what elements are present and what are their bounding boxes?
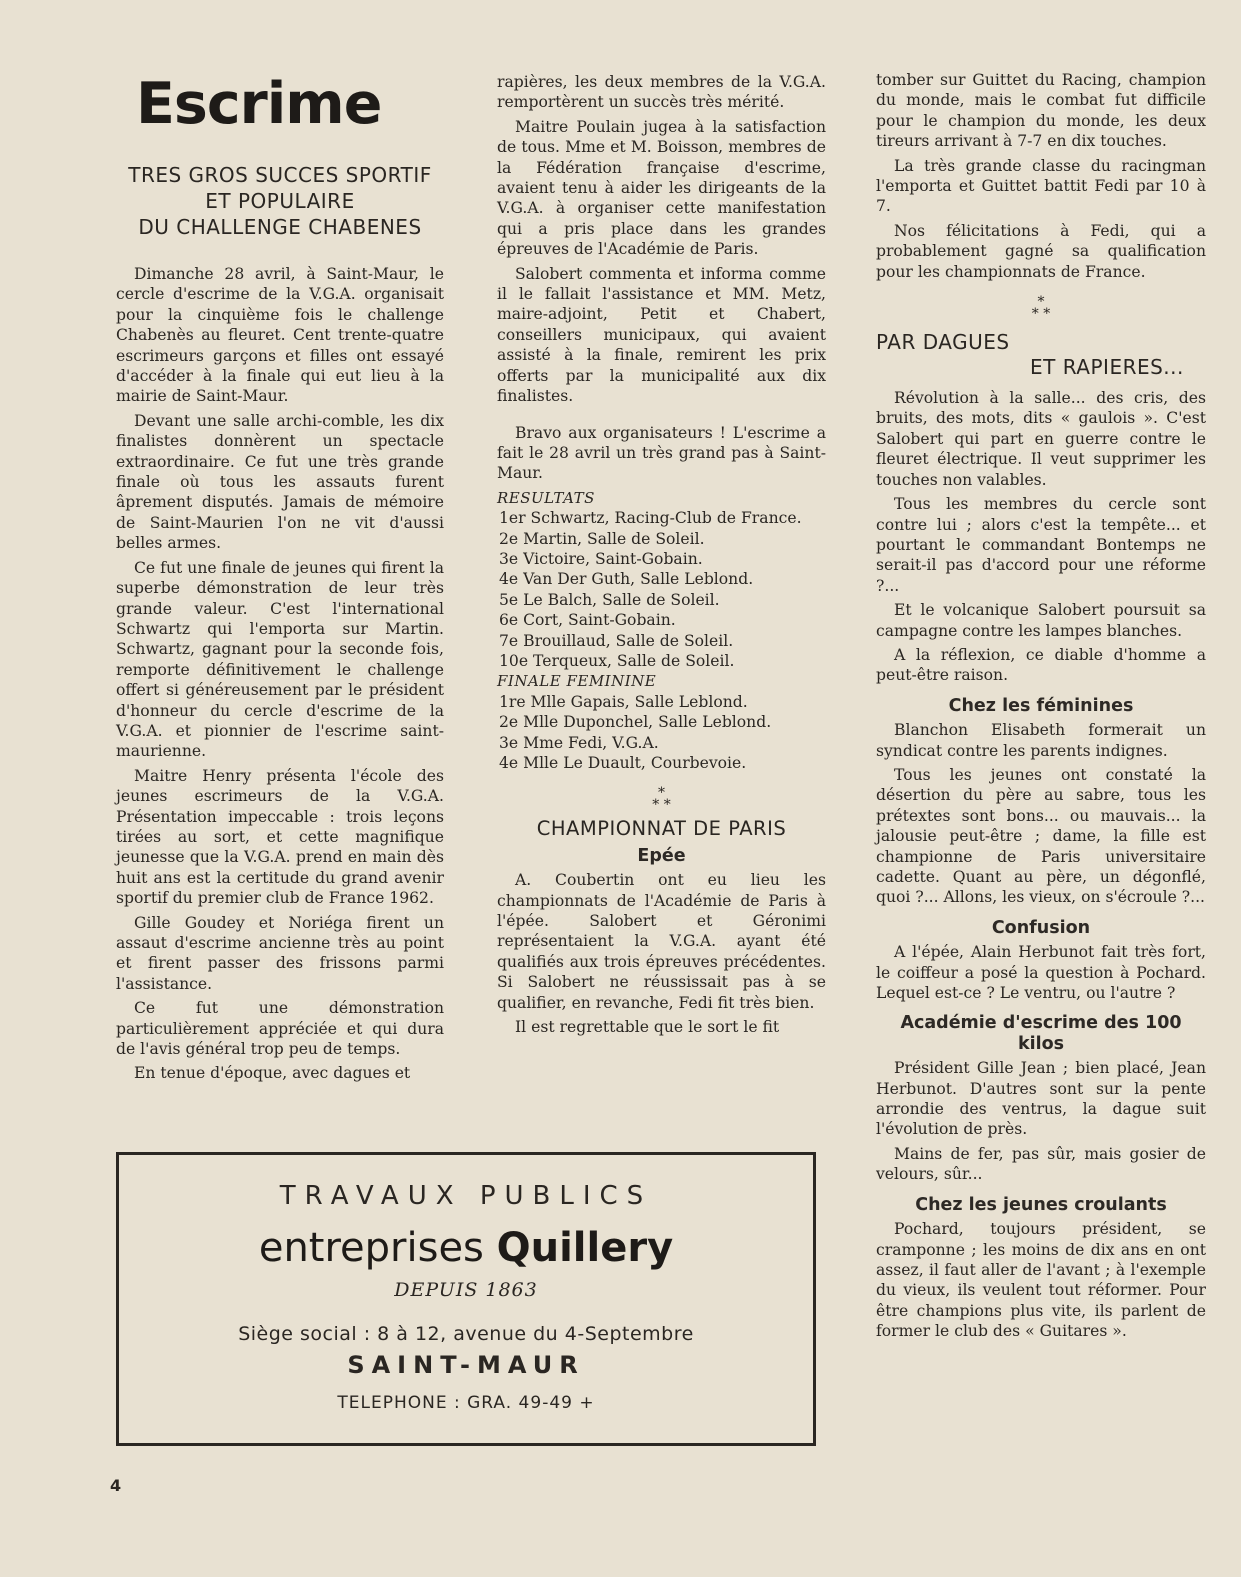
section-subtitle: Chez les féminines <box>948 695 1134 716</box>
ad-since: DEPUIS 1863 <box>394 1279 538 1301</box>
section-title <box>876 330 1206 380</box>
ad-address: Siège social : 8 à 12, avenue du 4-Septembre <box>238 1323 694 1345</box>
column-2 <box>497 72 826 1041</box>
paragraph: Président Gille Jean ; bien placé, Jean Herbunot. D'autres sont sur la pente arrondie des ventrus, la dague suit l'évolution de près. <box>876 1059 1206 1139</box>
womens-results-list <box>497 692 826 774</box>
ad-phone: TELEPHONE : GRA. 49-49 + <box>337 1393 595 1413</box>
page-number: 4 <box>110 1476 122 1495</box>
headline-line: ET POPULAIRE <box>205 189 355 213</box>
paragraph: Maitre Henry présenta l'école des jeunes escrimeurs de la V.G.A. Présentation impeccable : trois leçons tirées au sort, et cette magnifique jeunesse que la V.G.A. prend en main dès huit ans est la certitude du grand avenir sportif du premier club de France 1962. <box>116 766 444 908</box>
result-item: 6e Cort, Saint-Gobain. <box>499 611 676 630</box>
column-1 <box>116 70 444 1088</box>
paragraph: Maitre Poulain jugea à la satisfaction de tous. Mme et M. Boisson, membres de la Fédération française d'escrime, avaient tenu à aider les dirigeants de la V.G.A. à organiser cette manifestation qui a pris place dans les grandes épreuves de l'Académie de Paris. <box>497 117 826 259</box>
headline-line: TRES GROS SUCCES SPORTIF <box>128 163 432 187</box>
paragraph: Mains de fer, pas sûr, mais gosier de velours, sûr... <box>876 1144 1206 1184</box>
paragraph: Dimanche 28 avril, à Saint-Maur, le cercle d'escrime de la V.G.A. organisait pour la cinquième fois le challenge Chabenès au fleuret. Cent trente-quatre escrimeurs garçons et filles ont essayé d'accéder à la finale qui eut lieu à la mairie de Saint-Maur. <box>116 265 444 406</box>
paragraph: Salobert commenta et informa comme il le fallait l'assistance et MM. Metz, maire-adjoint, Petit et Chabert, conseillers municipaux, qui avaient assisté à la finale, remirent les prix offerts par la municipalité aux dix finalistes. <box>497 264 826 406</box>
separator-star: * <box>1037 294 1045 311</box>
paragraph: A la réflexion, ce diable d'homme a peut-être raison. <box>876 645 1206 685</box>
ad-company <box>119 1225 813 1271</box>
article-headline <box>116 162 444 240</box>
section-subtitle: Académie d'escrime des 100 kilos <box>900 1013 1182 1054</box>
section-subtitle: Epée <box>637 845 686 866</box>
page-title: Escrime <box>136 71 382 137</box>
results-heading: RESULTATS <box>497 488 595 507</box>
paragraph: Blanchon Elisabeth formerait un syndicat contre les parents indignes. <box>876 721 1206 760</box>
womens-results-heading: FINALE FEMININE <box>497 672 657 691</box>
separator-star: * * <box>652 797 671 814</box>
paragraph: Tous les membres du cercle sont contre lui ; alors c'est la tempête... et pourtant le commandant Bontemps ne serait-il pas d'accord pour une réforme ?... <box>876 495 1206 595</box>
result-item: 7e Brouillaud, Salle de Soleil. <box>499 631 734 650</box>
result-item: 4e Mlle Le Duault, Courbevoie. <box>499 754 747 772</box>
separator-star: * <box>658 785 665 802</box>
result-item: 3e Mme Fedi, V.G.A. <box>499 733 659 752</box>
result-item: 4e Van Der Guth, Salle Leblond. <box>499 570 754 589</box>
section-separator <box>497 785 826 814</box>
result-item: 3e Victoire, Saint-Gobain. <box>499 549 703 568</box>
result-item: 10e Terqueux, Salle de Soleil. <box>499 651 735 670</box>
paragraph: Il est regrettable que le sort le fit <box>515 1018 780 1037</box>
paragraph: Révolution à la salle... des cris, des bruits, des mots, dits « gaulois ». C'est Salobert qui part en guerre contre le fleuret électrique. Il veut supprimer les touches non valables. <box>876 389 1206 489</box>
section-subtitle: Confusion <box>991 917 1091 938</box>
paragraph: Gille Goudey et Noriéga firent un assaut d'escrime ancienne très au point et firent passer des frissons parmi l'assistance. <box>116 913 444 993</box>
headline-line: DU CHALLENGE CHABENES <box>138 215 422 239</box>
result-item: 5e Le Balch, Salle de Soleil. <box>499 590 720 609</box>
separator-star: * * <box>1031 306 1051 323</box>
paragraph: En tenue d'époque, avec dagues et <box>134 1064 411 1083</box>
section-title-line: ET RAPIERES... <box>1030 355 1184 380</box>
column-3 <box>876 70 1206 1346</box>
paragraph: Et le volcanique Salobert poursuit sa campagne contre les lampes blanches. <box>876 601 1206 640</box>
advertisement-box <box>116 1152 816 1446</box>
section-separator <box>876 294 1206 323</box>
paragraph: Bravo aux organisateurs ! L'escrime a fait le 28 avril un très grand pas à Saint-Maur. <box>497 423 826 483</box>
ad-city: SAINT-MAUR <box>347 1351 585 1379</box>
ad-company-name: Quillery <box>496 1225 674 1271</box>
paragraph: Devant une salle archi-comble, les dix finalistes donnèrent un spectacle extraordinaire. Ce fut une très grande finale où tous les assauts furent âprement disputés. Jamais de mémoire de Saint-Maurien l'on ne vit d'aussi belles armes. <box>116 411 444 553</box>
paragraph: La très grande classe du racingman l'emporta et Guittet battit Fedi par 10 à 7. <box>876 156 1206 216</box>
results-list <box>497 508 826 671</box>
paragraph: Ce fut une finale de jeunes qui firent la superbe démonstration de leur très grande valeur. C'est l'international Schwartz qui l'emporta sur Martin. Schwartz, gagnant pour la seconde fois, remporte définitivement le challenge offert si généreusement par le président d'honneur du cercle d'escrime de la V.G.A. et pionnier de l'escrime saint-maurienne. <box>116 558 444 761</box>
paragraph: Ce fut une démonstration particulièrement appréciée et qui dura de l'avis général trop peu de temps. <box>116 999 444 1059</box>
ad-company-prefix: entreprises <box>258 1225 484 1271</box>
paragraph: Tous les jeunes ont constaté la désertion du père au sabre, tous les prétextes sont bons... ou mauvais... la jalousie peut-être ; dame, la fille est championne de Paris universitaire cadette. Quant au père, un dégonflé, quoi ?... Allons, les vieux, on s'écroule ?... <box>876 765 1206 907</box>
section-title: CHAMPIONNAT DE PARIS <box>536 817 787 841</box>
section-subtitle: Chez les jeunes croulants <box>915 1194 1167 1215</box>
result-item: 1re Mlle Gapais, Salle Leblond. <box>499 692 748 711</box>
paragraph: rapières, les deux membres de la V.G.A. remportèrent un succès très mérité. <box>497 73 826 112</box>
paragraph: A. Coubertin ont eu lieu les championnats de l'Académie de Paris à l'épée. Salobert et Géronimi représentaient la V.G.A. ayant été qualifiés aux trois épreuves précédentes. Si Salobert ne réussissait pas à se qualifier, en revanche, Fedi fit très bien. <box>497 871 826 1012</box>
result-item: 1er Schwartz, Racing-Club de France. <box>499 509 802 528</box>
paragraph: Pochard, toujours président, se cramponne ; les moins de dix ans en ont assez, il faut aller de l'avant ; à l'exemple du vieux, ils veulent tout réformer. Pour être champions plus vite, ils parlent de former le club des « Guitares ». <box>876 1220 1206 1341</box>
result-item: 2e Martin, Salle de Soleil. <box>499 529 705 548</box>
paragraph: tomber sur Guittet du Racing, champion du monde, mais le combat fut difficile pour le champion du monde, les deux tireurs arrivant à 7-7 en dix touches. <box>876 71 1206 151</box>
ad-heading: TRAVAUX PUBLICS <box>279 1181 653 1211</box>
result-item: 2e Mlle Duponchel, Salle Leblond. <box>499 713 772 732</box>
section-title-line: PAR DAGUES <box>876 330 1010 355</box>
paragraph: Nos félicitations à Fedi, qui a probablement gagné sa qualification pour les championnats de France. <box>876 221 1206 281</box>
paragraph: A l'épée, Alain Herbunot fait très fort, le coiffeur a posé la question à Pochard. Lequel est-ce ? Le ventru, ou l'autre ? <box>876 943 1206 1003</box>
